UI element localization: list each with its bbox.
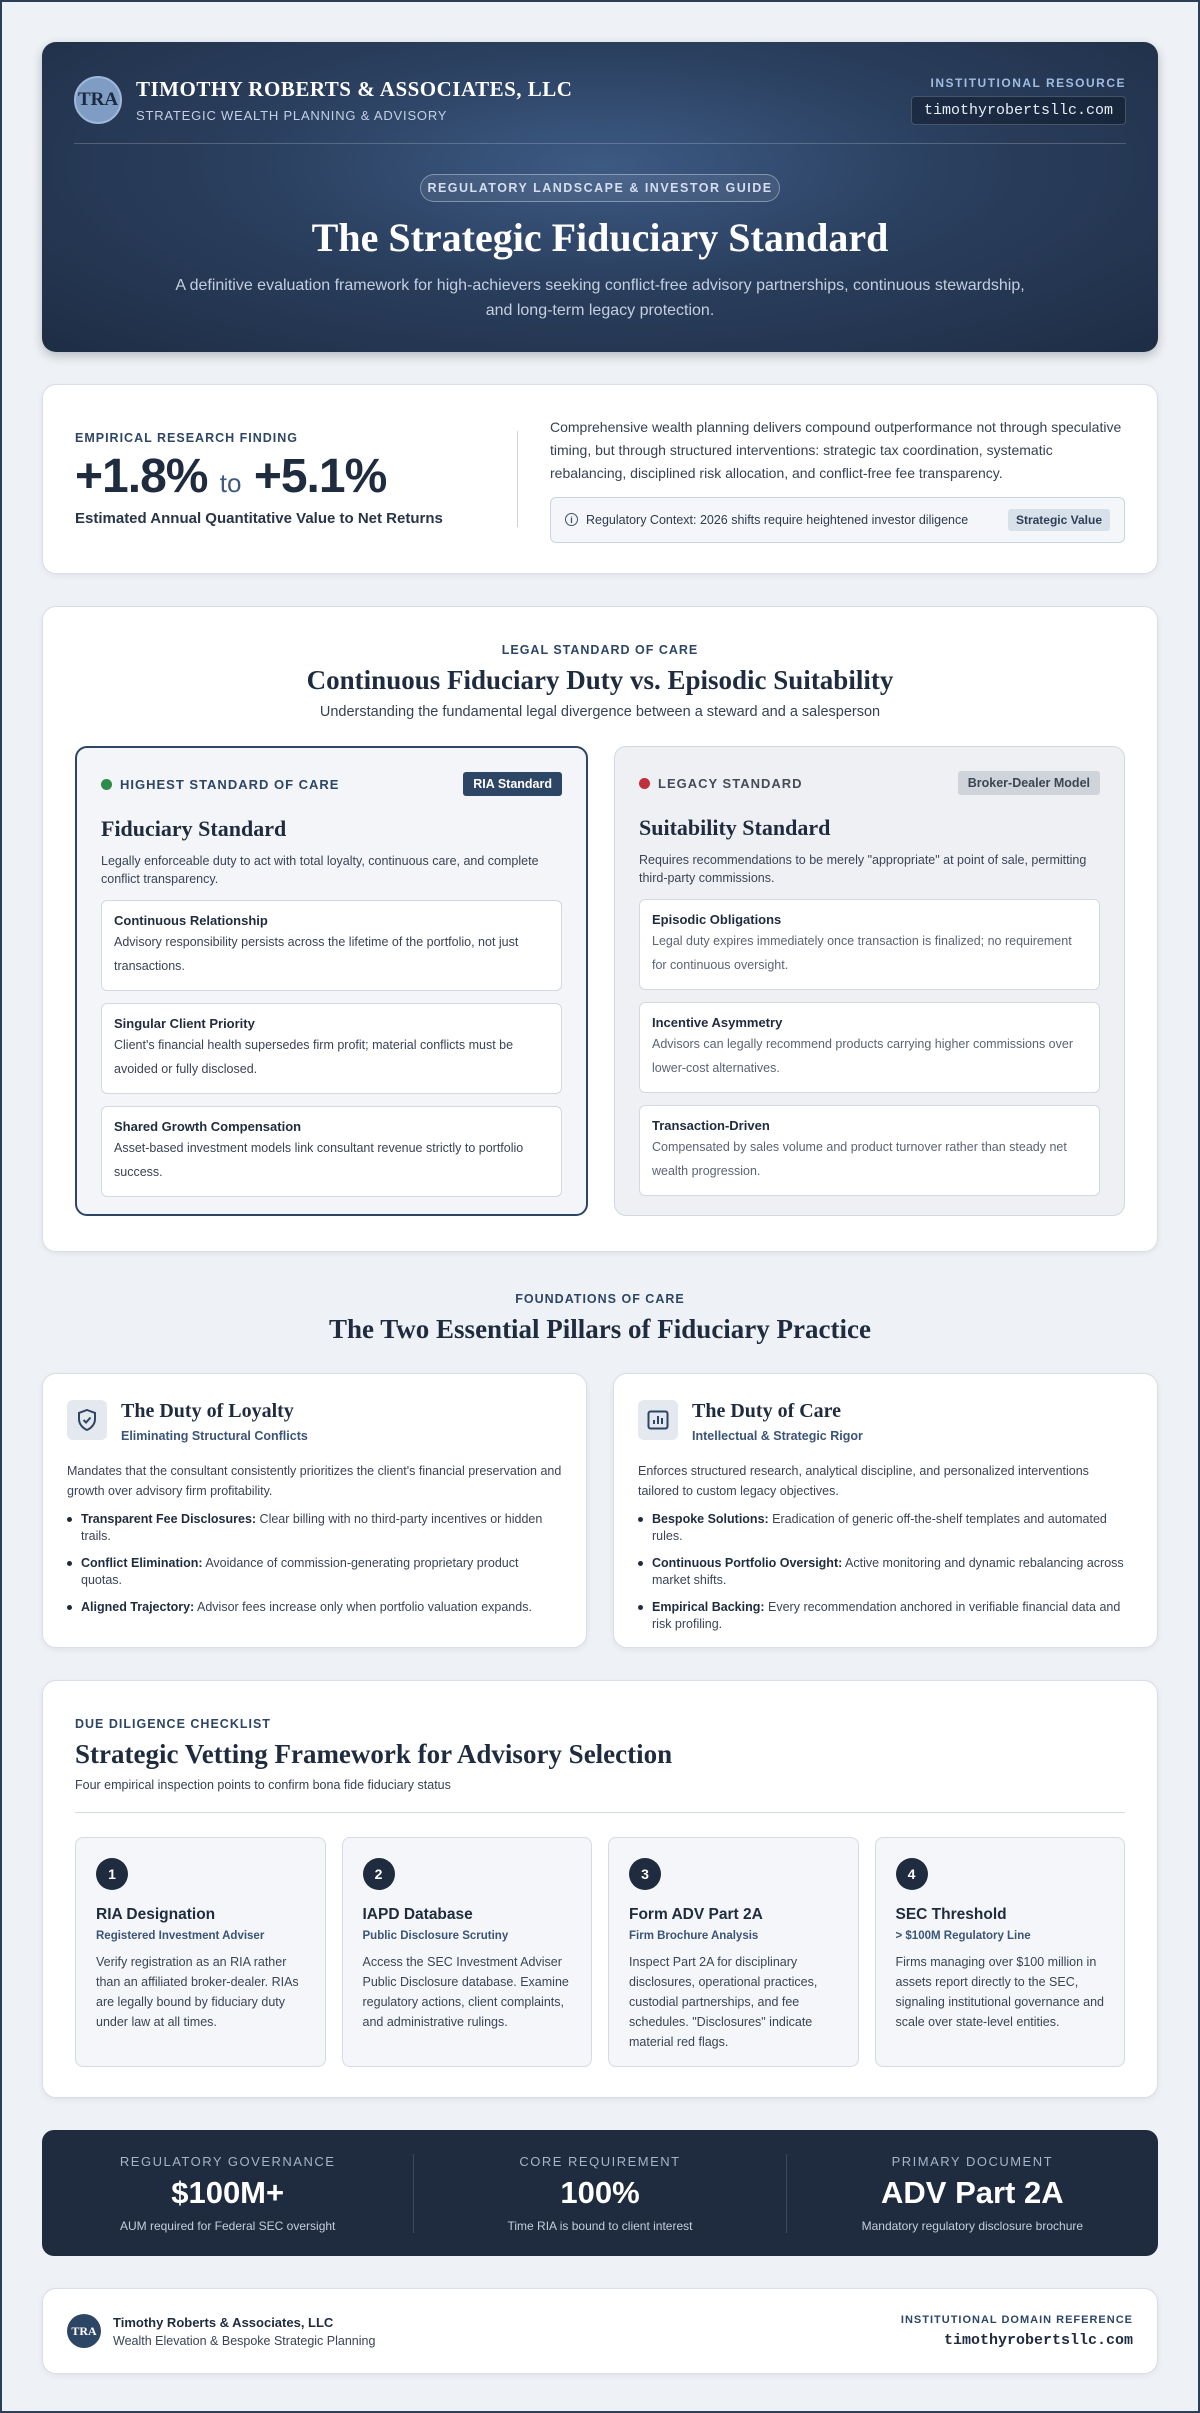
fiduciary-desc: Legally enforceable duty to act with total loyalty, continuous care, and complete conflict transparency. [101,854,539,886]
list-item [67,1599,562,1616]
suitability-standard-card [614,746,1125,1216]
finding-text: Comprehensive wealth planning delivers compound outperformance not through speculative timing, but through structured interventions: strategic tax coordination, systematic rebalancing, disciplined risk allocation, and conflict-free fee transparency. [550,418,1122,481]
item-desc: Legal duty expires immediately once transaction is finalized; no requirement for continuous oversight. [652,934,1072,972]
step-title: RIA Designation [96,1906,216,1923]
item-desc: Asset-based investment models link consultant revenue strictly to portfolio success. [114,1141,524,1179]
list-item [67,1555,562,1589]
research-finding-card [42,384,1158,574]
stat-item [413,2154,785,2233]
domain-link[interactable]: timothyrobertsllc.com [911,96,1126,125]
care-title: The Duty of Care [692,1400,842,1422]
guide-pill: REGULATORY LANDSCAPE & INVESTOR GUIDE [420,174,780,202]
checklist-step [342,1837,593,2067]
point-label: Conflict Elimination: [81,1556,203,1570]
step-title: Form ADV Part 2A [629,1906,763,1923]
point-text: Every recommendation anchored in verifiable financial data and risk profiling. [652,1600,1121,1631]
item-title: Continuous Relationship [114,913,268,928]
strategic-value-tag: Strategic Value [1008,509,1110,531]
brand [74,76,572,124]
vetting-title: Strategic Vetting Framework for Advisory Selection [75,1739,673,1769]
step-subtitle: Firm Brochure Analysis [629,1930,759,1942]
stat-label: PRIMARY DOCUMENT [891,2153,1054,2169]
step-desc: Inspect Part 2A for disciplinary disclosures, operational practices, custodial partnerships, and fee schedules. "Disclosures" indicate material red flags. [629,1955,818,2049]
footer [42,2288,1158,2374]
suitability-item [639,1002,1100,1093]
fiduciary-item [101,1003,562,1094]
red-dot-icon [639,778,650,789]
care-points [638,1511,1133,1633]
regulatory-context-box [550,497,1125,543]
suitability-item [639,899,1100,990]
footer-brand [67,2314,375,2348]
legal-title: Continuous Fiduciary Duty vs. Episodic Suitability [306,665,894,695]
point-label: Continuous Portfolio Oversight: [652,1556,843,1570]
step-desc: Verify registration as an RIA rather than an affiliated broker-dealer. RIAs are legally bound by fiduciary duty under law at all times. [96,1955,299,2029]
stat-label: CORE REQUIREMENT [519,2153,681,2169]
item-title: Shared Growth Compensation [114,1119,302,1134]
step-subtitle: > $100M Regulatory Line [895,1930,1031,1942]
context-text: Regulatory Context: 2026 shifts require heightened investor diligence [586,512,969,527]
firm-name: TIMOTHY ROBERTS & ASSOCIATES, LLC [136,77,573,101]
vetting-eyebrow: DUE DILIGENCE CHECKLIST [75,1717,271,1731]
suitability-kicker-label: LEGACY STANDARD [658,775,803,791]
horizontal-divider [75,1812,1125,1813]
step-subtitle: Registered Investment Adviser [96,1930,265,1942]
footer-monogram: TRA [67,2314,101,2348]
legal-subtitle: Understanding the fundamental legal divergence between a steward and a salesperson [319,704,881,720]
loyalty-desc: Mandates that the consultant consistently prioritizes the client's financial preservation and growth over advisory firm profitability. [67,1464,562,1498]
vetting-subtitle: Four empirical inspection points to confirm bona fide fiduciary status [75,1778,451,1792]
info-icon: i [565,513,578,526]
loyalty-subtitle: Eliminating Structural Conflicts [121,1429,308,1443]
pillars-section [42,1292,1158,1648]
step-number: 2 [363,1858,395,1890]
page-description: A definitive evaluation framework for high-achievers seeking conflict-free advisory partnerships, continuous stewardship, and long-term legacy protection. [175,277,1025,319]
item-title: Episodic Obligations [652,912,782,927]
legal-standard-section [42,606,1158,1252]
range-to: to [219,468,242,498]
finding-eyebrow: EMPIRICAL RESEARCH FINDING [75,431,299,445]
fiduciary-title: Fiduciary Standard [101,816,287,841]
checklist-step [875,1837,1126,2067]
item-desc: Advisory responsibility persists across the lifetime of the portfolio, not just transactions. [114,935,519,973]
footer-domain-label: INSTITUTIONAL DOMAIN REFERENCE [900,2313,1133,2326]
shield-check-icon [67,1400,107,1440]
point-label: Aligned Trajectory: [81,1600,195,1614]
point-text: Active monitoring and dynamic rebalancing across market shifts. [652,1556,1124,1587]
list-item [638,1555,1133,1589]
item-title: Transaction-Driven [652,1118,770,1133]
stat-desc: AUM required for Federal SEC oversight [119,2218,336,2233]
legal-eyebrow: LEGAL STANDARD OF CARE [501,643,699,657]
ria-standard-badge: RIA Standard [463,772,562,796]
footer-domain-link[interactable]: timothyrobertsllc.com [943,2331,1133,2349]
stat-value: ADV Part 2A [881,2174,1064,2210]
list-item [638,1599,1133,1633]
loyalty-points [67,1511,562,1616]
page-title: The Strategic Fiduciary Standard [311,215,889,260]
stats-banner [42,2130,1158,2256]
checklist-step [608,1837,859,2067]
stat-value: 100% [560,2174,640,2210]
step-desc: Access the SEC Investment Adviser Public Disclosure database. Examine regulatory actions, client complaints, and administrative rulings. [362,1955,569,2029]
item-title: Singular Client Priority [114,1016,255,1031]
step-number: 1 [96,1858,128,1890]
item-desc: Compensated by sales volume and product turnover rather than steady net wealth progression. [652,1140,1067,1178]
care-subtitle: Intellectual & Strategic Rigor [692,1429,863,1443]
item-desc: Advisors can legally recommend products carrying higher commissions over lower-cost alternatives. [652,1037,1074,1075]
fiduciary-kicker [101,777,339,792]
hero-topbar [74,76,1126,144]
loyalty-title: The Duty of Loyalty [121,1400,294,1422]
firm-tagline: STRATEGIC WEALTH PLANNING & ADVISORY [136,108,448,123]
value-range [75,449,485,504]
fiduciary-item [101,1106,562,1197]
duty-of-care-card [613,1373,1158,1648]
suitability-desc: Requires recommendations to be merely "appropriate" at point of sale, permitting third-party commissions. [639,853,1087,885]
point-text: Avoidance of commission-generating proprietary product quotas. [81,1556,519,1587]
list-item [67,1511,562,1545]
stat-item [786,2154,1158,2233]
footer-tagline: Wealth Elevation & Bespoke Strategic Planning [113,2333,376,2348]
suitability-title: Suitability Standard [639,815,831,840]
step-subtitle: Public Disclosure Scrutiny [362,1930,509,1942]
suitability-item [639,1105,1100,1196]
stat-desc: Mandatory regulatory disclosure brochure [861,2218,1084,2233]
range-high: +5.1% [253,450,387,503]
duty-of-loyalty-card [42,1373,587,1648]
pillars-eyebrow: FOUNDATIONS OF CARE [515,1292,685,1306]
point-label: Transparent Fee Disclosures: [81,1512,257,1526]
resource-label: INSTITUTIONAL RESOURCE [930,76,1126,90]
bar-chart-icon [638,1400,678,1440]
step-desc: Firms managing over $100 million in assets report directly to the SEC, signaling institutional governance and scale over state-level entities. [895,1955,1104,2029]
suitability-kicker [639,776,803,791]
footer-domain-ref [901,2314,1133,2349]
checklist-step [75,1837,326,2067]
point-text: Clear billing with no third-party incentives or hidden trails. [81,1512,543,1543]
item-title: Incentive Asymmetry [652,1015,783,1030]
fiduciary-kicker-label: HIGHEST STANDARD OF CARE [120,776,340,792]
institutional-resource [911,76,1126,125]
fiduciary-standard-card [75,746,588,1216]
stat-value: $100M+ [171,2174,285,2210]
stat-item [42,2154,413,2233]
footer-firm-name: Timothy Roberts & Associates, LLC [113,2314,334,2330]
green-dot-icon [101,779,112,790]
step-title: SEC Threshold [895,1906,1007,1923]
step-title: IAPD Database [362,1906,473,1923]
stat-desc: Time RIA is bound to client interest [507,2218,693,2233]
list-item [638,1511,1133,1545]
fiduciary-item [101,900,562,991]
stat-label: REGULATORY GOVERNANCE [119,2153,336,2169]
range-low: +1.8% [75,450,208,503]
step-number: 3 [629,1858,661,1890]
vetting-framework-section [42,1680,1158,2098]
point-label: Bespoke Solutions: [652,1512,769,1526]
care-desc: Enforces structured research, analytical discipline, and personalized interventions tailored to custom legacy objectives. [638,1464,1089,1498]
point-text: Advisor fees increase only when portfolio valuation expands. [194,1600,532,1614]
vertical-divider [517,431,518,527]
finding-caption: Estimated Annual Quantitative Value to Net Returns [75,510,443,527]
step-number: 4 [896,1858,928,1890]
item-desc: Client's financial health supersedes firm profit; material conflicts must be avoided or fully disclosed. [114,1038,514,1076]
pillars-title: The Two Essential Pillars of Fiduciary Practice [329,1314,871,1344]
broker-dealer-badge: Broker-Dealer Model [958,771,1100,795]
hero-banner [42,42,1158,352]
monogram-badge: TRA [74,76,122,124]
point-text: Eradication of generic off-the-shelf templates and automated rules. [652,1512,1107,1543]
point-label: Empirical Backing: [652,1600,765,1614]
